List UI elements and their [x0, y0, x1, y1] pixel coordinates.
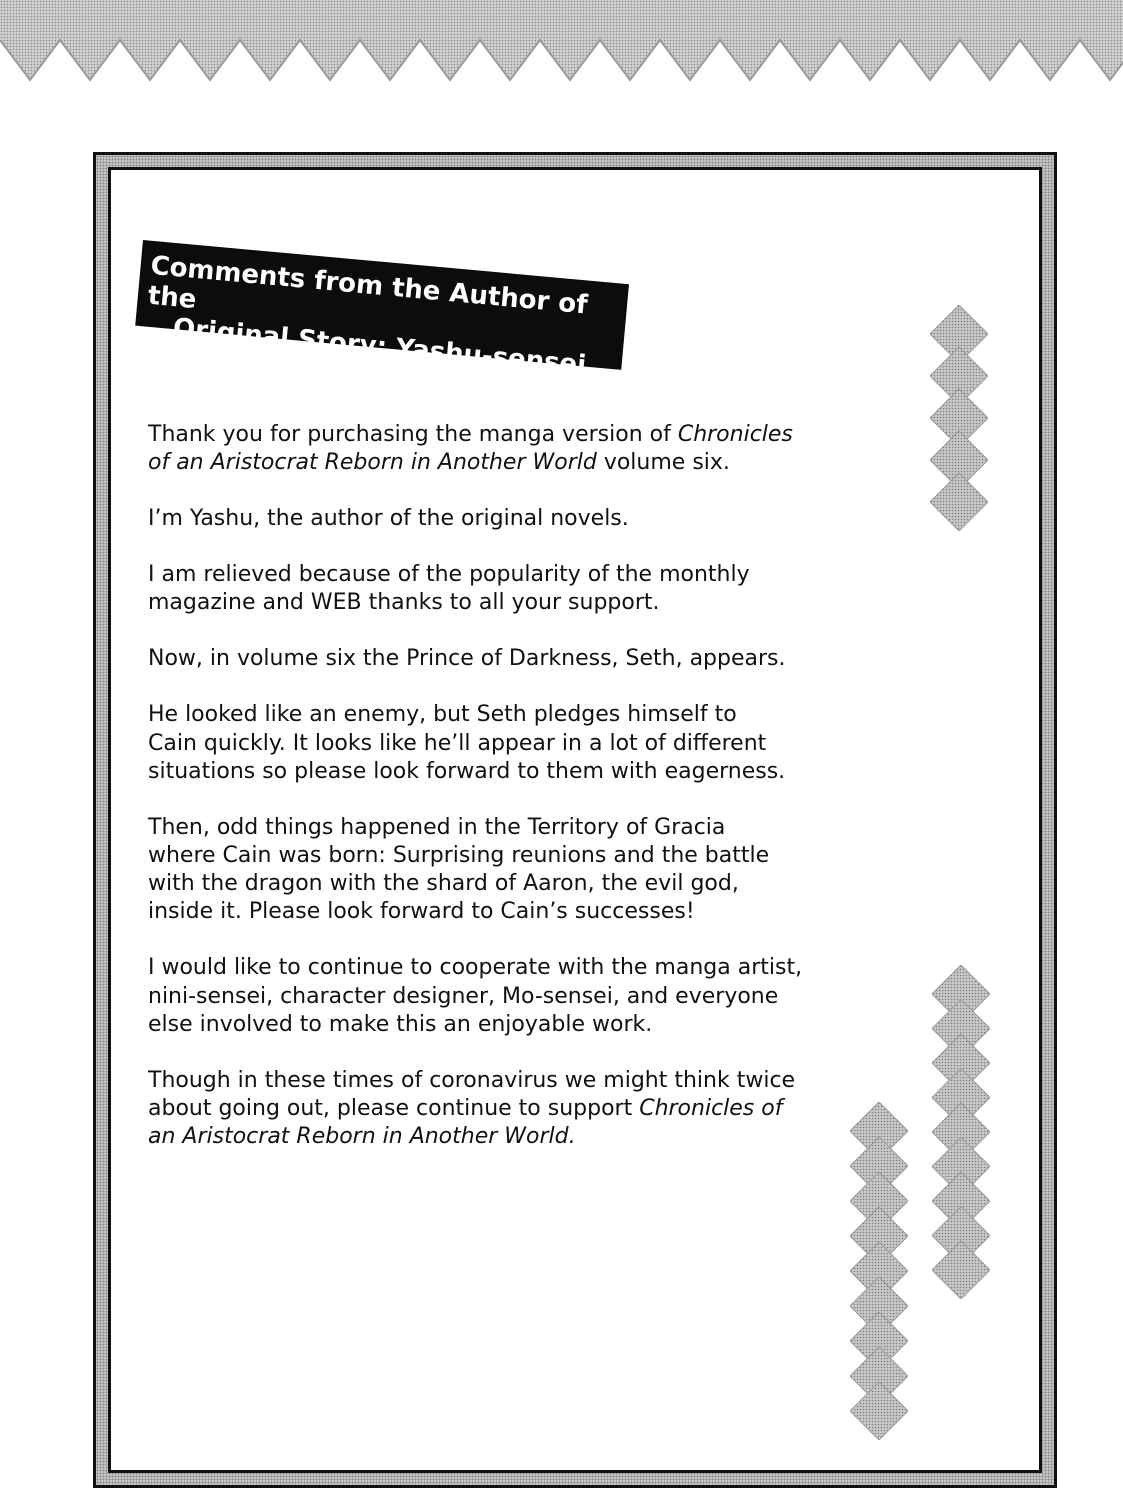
paragraph: [148, 505, 868, 533]
diamond-icon: [850, 1382, 908, 1440]
diamond-chain-icon: [932, 965, 990, 1299]
paragraph-text: Thank you for purchasing the manga version of: [148, 422, 678, 447]
diamond-icon: [930, 473, 988, 531]
paragraph-text: else involved to make this an enjoyable work.: [148, 1011, 653, 1037]
paragraph-text: where Cain was born: Surprising reunions and the battle: [148, 843, 770, 869]
paragraph-text: Though in these times of coronavirus we might think twice: [148, 1067, 796, 1093]
diamond-chain-icon: [930, 305, 988, 531]
paragraph-text: Now, in volume six the Prince of Darkness, Seth, appears.: [148, 646, 786, 672]
diamond-ornament-lower-right: [932, 965, 990, 1299]
paragraph-text: I would like to continue to cooperate with the manga artist,: [148, 955, 803, 981]
paragraph: [148, 701, 868, 786]
paragraph-text: about going out, please continue to support: [148, 1096, 640, 1122]
italic-title-text: an Aristocrat Reborn in Another World.: [148, 1124, 576, 1150]
paragraph: [148, 954, 868, 1039]
diamond-ornament-upper-right: [930, 305, 988, 531]
top-zigzag-border: [0, 0, 1123, 90]
paragraph-text: volume six.: [596, 450, 730, 476]
comment-body: [148, 421, 868, 1179]
paragraph: [148, 814, 868, 927]
paragraph-text: I am relieved because of the popularity of the monthly: [148, 562, 750, 588]
diamond-ornament-lower-middle: [850, 1102, 908, 1440]
title-line-2: Original Story: Yashu-sensei: [171, 313, 588, 381]
paragraph-text: Then, odd things happened in the Territory of Gracia: [148, 814, 726, 840]
paragraph-text: magazine and WEB thanks to all your support.: [148, 590, 660, 616]
title-line-1: Comments from the Author of the: [146, 250, 589, 321]
paragraph-text: situations so please look forward to them with eagerness.: [148, 758, 786, 784]
paragraph: [148, 1067, 868, 1152]
italic-title-text: of an Aristocrat Reborn in Another World: [148, 450, 597, 476]
diamond-chain-icon: [850, 1102, 908, 1440]
paragraph-text: I’m Yashu, the author of the original novels.: [148, 506, 629, 532]
paragraph: [148, 561, 868, 617]
paragraph: [148, 645, 868, 673]
italic-title-text: Chronicles of: [639, 1096, 783, 1122]
paragraph-text: nini-sensei, character designer, Mo-sensei, and everyone: [148, 983, 779, 1009]
paragraph-text: He looked like an enemy, but Seth pledges himself to: [148, 702, 737, 728]
paragraph-text: Cain quickly. It looks like he’ll appear in a lot of different: [148, 730, 767, 756]
paragraph-text: with the dragon with the shard of Aaron, the evil god,: [148, 871, 739, 897]
paragraph-text: inside it. Please look forward to Cain’s successes!: [148, 899, 695, 925]
diamond-icon: [932, 1241, 990, 1299]
italic-title-text: Chronicles: [677, 422, 793, 447]
paragraph: [148, 421, 868, 477]
